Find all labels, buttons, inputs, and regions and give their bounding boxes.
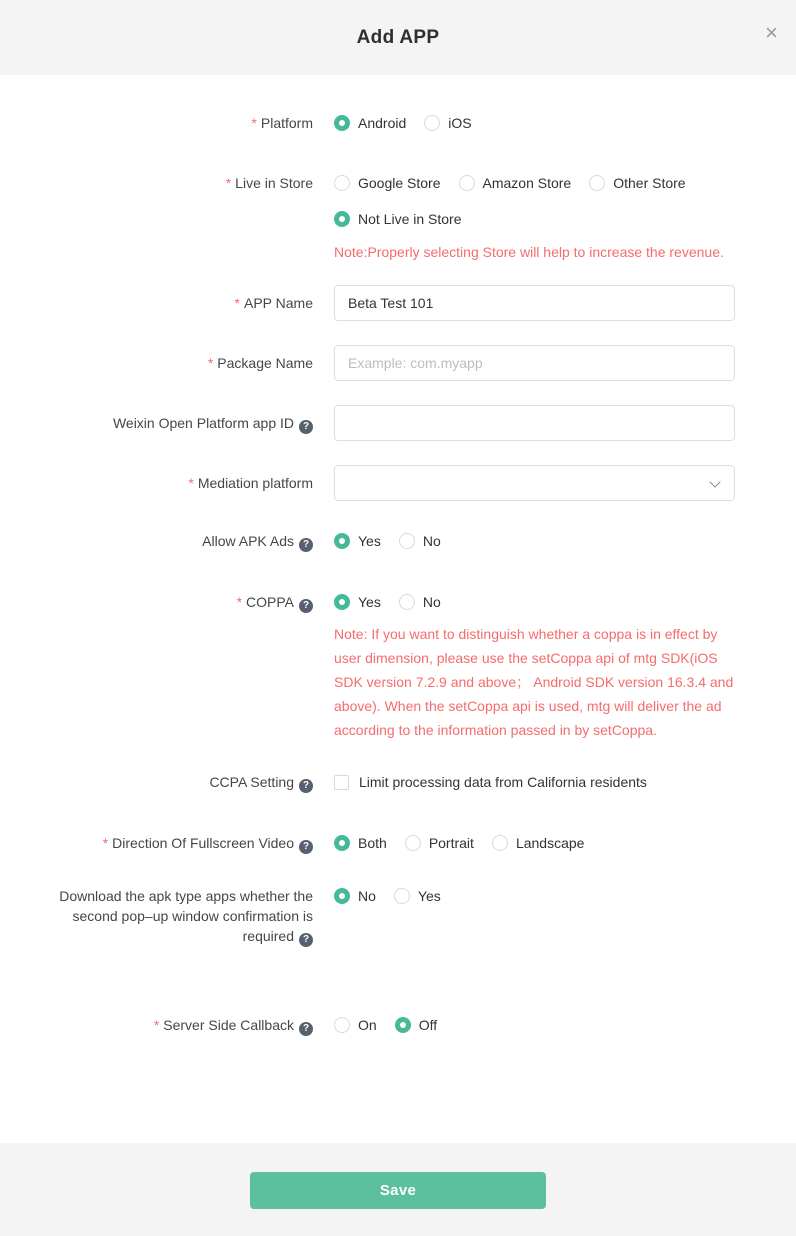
coppa-radio-group — [334, 592, 735, 612]
radio-unselected-icon[interactable] — [424, 115, 440, 131]
radio-option-both[interactable] — [334, 835, 387, 851]
required-marker: * — [153, 1017, 160, 1033]
radio-unselected-icon[interactable] — [589, 175, 605, 191]
radio-option-off[interactable] — [395, 1017, 437, 1033]
save-button[interactable]: Save — [250, 1172, 546, 1209]
help-icon[interactable]: ? — [299, 420, 313, 434]
live-in-store-radio-group-row2 — [334, 209, 735, 229]
platform-label — [0, 113, 313, 133]
package-name-input[interactable] — [334, 345, 735, 381]
apk-download-confirm-label-text: Download the apk type apps whether the second pop–up window confirmation is required — [59, 888, 313, 944]
dialog-title: Add APP — [356, 26, 440, 48]
ccpa-checkbox-row — [334, 772, 735, 792]
platform-label-text: Platform — [260, 115, 313, 131]
live-in-store-radio-group-row1 — [334, 173, 735, 193]
form-row-app-name — [0, 285, 796, 321]
radio-unselected-icon[interactable] — [459, 175, 475, 191]
radio-unselected-icon[interactable] — [334, 1017, 350, 1033]
allow-apk-ads-label-text: Allow APK Ads — [202, 533, 294, 549]
radio-option-yes[interactable] — [394, 888, 441, 904]
radio-option-label: Android — [358, 115, 407, 131]
help-icon[interactable]: ? — [299, 840, 313, 854]
form-row-allow-apk-ads — [0, 531, 796, 552]
server-side-callback-label-text: Server Side Callback — [163, 1017, 294, 1033]
radio-selected-icon[interactable] — [334, 211, 350, 227]
radio-unselected-icon[interactable] — [492, 835, 508, 851]
radio-option-google-store[interactable] — [334, 175, 441, 191]
form-row-live-in-store — [0, 173, 796, 265]
form-row-package-name — [0, 345, 796, 381]
apk-download-confirm-label — [0, 886, 313, 947]
mediation-platform-select[interactable] — [334, 465, 735, 501]
radio-option-label: Both — [358, 835, 387, 851]
apk-download-confirm-radio-group — [334, 886, 735, 906]
allow-apk-ads-radio-group — [334, 531, 735, 551]
required-marker: * — [236, 594, 243, 610]
required-marker: * — [251, 115, 257, 131]
form-row-ccpa — [0, 772, 796, 793]
coppa-note: Note: If you want to distinguish whether a coppa is in effect by user dimension, please use the setCoppa api of mtg SDK(iOS SDK version 7.2.9 and above； Android SDK version 16.3.4 and above). When the setCoppa api is used, mtg will deliver the ad according to the information passed in by setCoppa. — [334, 626, 734, 738]
direction-label — [0, 833, 313, 854]
radio-option-yes[interactable] — [334, 533, 381, 549]
form-row-server-side-callback — [0, 1015, 796, 1036]
radio-option-label: Other Store — [613, 175, 686, 191]
live-in-store-note: Note:Properly selecting Store will help to increase the revenue. — [334, 244, 724, 260]
radio-option-label: Google Store — [358, 175, 441, 191]
live-in-store-label-text: Live in Store — [235, 175, 313, 191]
help-icon[interactable]: ? — [299, 538, 313, 552]
radio-option-yes[interactable] — [334, 594, 381, 610]
coppa-label-text: COPPA — [246, 594, 294, 610]
radio-option-ios[interactable] — [424, 115, 471, 131]
server-side-callback-radio-group — [334, 1015, 735, 1035]
allow-apk-ads-label — [0, 531, 313, 552]
radio-unselected-icon[interactable] — [405, 835, 421, 851]
mediation-platform-label — [0, 465, 313, 493]
required-marker: * — [234, 295, 240, 311]
app-name-input[interactable] — [334, 285, 735, 321]
mediation-platform-label-text: Mediation platform — [197, 475, 313, 491]
form-row-mediation-platform — [0, 465, 796, 501]
radio-option-label: No — [422, 533, 441, 549]
radio-option-label: Yes — [358, 533, 381, 549]
radio-unselected-icon[interactable] — [334, 175, 350, 191]
help-icon[interactable]: ? — [299, 933, 313, 947]
radio-option-landscape[interactable] — [492, 835, 585, 851]
ccpa-label-text: CCPA Setting — [209, 774, 294, 790]
app-name-label-text: APP Name — [244, 295, 313, 311]
app-name-label — [0, 285, 313, 313]
form-row-platform — [0, 113, 796, 133]
radio-unselected-icon[interactable] — [399, 533, 415, 549]
ccpa-checkbox[interactable] — [334, 775, 349, 790]
ccpa-label — [0, 772, 313, 793]
server-side-callback-label — [0, 1015, 313, 1036]
radio-option-label: No — [358, 888, 376, 904]
radio-selected-icon[interactable] — [334, 533, 350, 549]
radio-option-label: Not Live in Store — [358, 211, 462, 227]
radio-option-no[interactable] — [399, 533, 441, 549]
radio-option-label: Portrait — [428, 835, 474, 851]
help-icon[interactable]: ? — [299, 779, 313, 793]
dialog-body — [0, 75, 796, 1036]
direction-label-text: Direction Of Fullscreen Video — [112, 835, 294, 851]
live-in-store-label — [0, 173, 313, 193]
radio-unselected-icon[interactable] — [399, 594, 415, 610]
radio-selected-icon[interactable] — [334, 888, 350, 904]
radio-option-label: iOS — [448, 115, 472, 131]
package-name-label — [0, 345, 313, 373]
radio-option-amazon-store[interactable] — [459, 175, 572, 191]
radio-selected-icon[interactable] — [334, 115, 350, 131]
weixin-app-id-input[interactable] — [334, 405, 735, 441]
weixin-app-id-label — [0, 405, 313, 434]
ccpa-checkbox-label: Limit processing data from California residents — [359, 774, 647, 790]
radio-option-label: Amazon Store — [482, 175, 572, 191]
required-marker: * — [207, 355, 214, 371]
close-icon[interactable]: × — [765, 20, 778, 45]
radio-option-label: Landscape — [515, 835, 585, 851]
radio-selected-icon[interactable] — [334, 594, 350, 610]
help-icon[interactable]: ? — [299, 599, 313, 613]
radio-option-label: Yes — [417, 888, 441, 904]
radio-selected-icon[interactable] — [334, 835, 350, 851]
chevron-down-icon — [709, 476, 720, 487]
form-row-apk-download-confirm — [0, 886, 796, 947]
form-row-direction — [0, 833, 796, 854]
dialog-footer — [0, 1143, 796, 1236]
radio-unselected-icon[interactable] — [394, 888, 410, 904]
radio-selected-icon[interactable] — [395, 1017, 411, 1033]
weixin-app-id-label-text: Weixin Open Platform app ID — [112, 415, 294, 431]
radio-option-other-store[interactable] — [589, 175, 685, 191]
radio-option-portrait[interactable] — [405, 835, 474, 851]
radio-option-no[interactable] — [334, 888, 376, 904]
package-name-label-text: Package Name — [217, 355, 313, 371]
radio-option-not-live-in-store[interactable] — [334, 211, 462, 227]
radio-option-label: No — [422, 594, 441, 610]
radio-option-label: Off — [418, 1017, 438, 1033]
help-icon[interactable]: ? — [299, 1022, 313, 1036]
platform-radio-group — [334, 113, 735, 133]
required-marker: * — [188, 475, 194, 491]
coppa-label — [0, 592, 313, 613]
form-row-weixin-app-id — [0, 405, 796, 441]
dialog-header — [0, 0, 796, 75]
radio-option-label: On — [358, 1017, 377, 1033]
radio-option-android[interactable] — [334, 115, 406, 131]
radio-option-label: Yes — [358, 594, 381, 610]
radio-option-no[interactable] — [399, 594, 441, 610]
form-row-coppa — [0, 592, 796, 742]
required-marker: * — [225, 175, 232, 191]
direction-radio-group — [334, 833, 735, 853]
radio-option-on[interactable] — [334, 1017, 377, 1033]
required-marker: * — [102, 835, 109, 851]
